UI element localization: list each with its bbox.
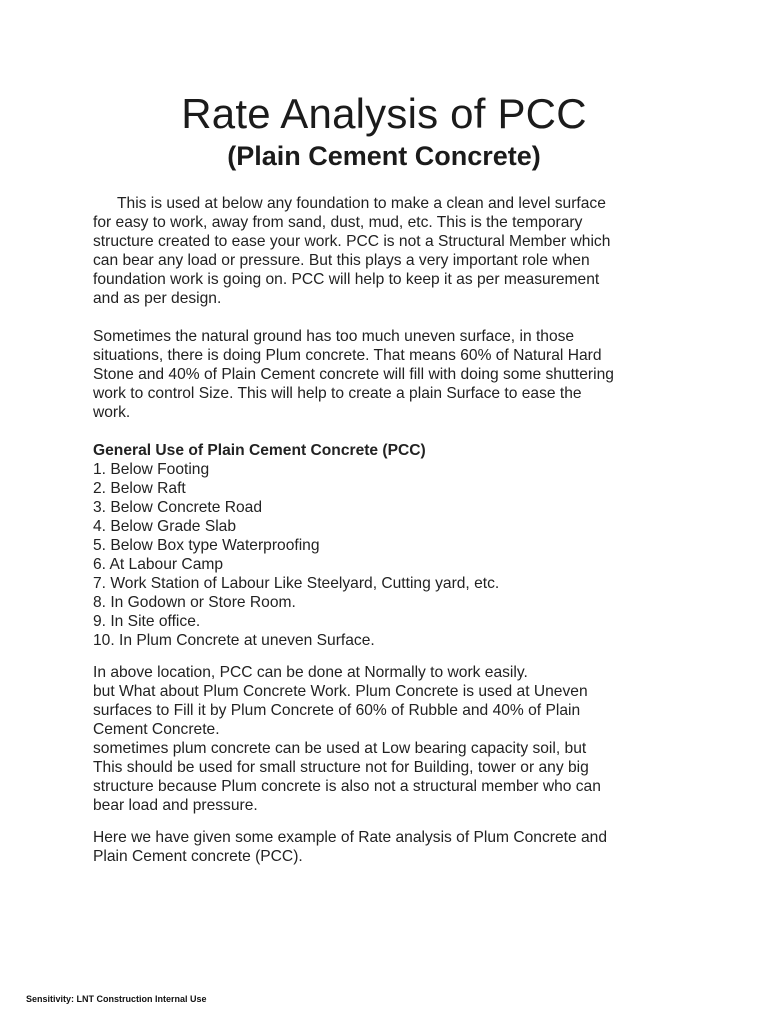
list-item: 2. Below Raft (93, 480, 186, 497)
list-heading: General Use of Plain Cement Concrete (PCC) (93, 442, 426, 459)
closing-paragraph: Here we have given some example of Rate analysis of Plum Concrete and Plain Cement concrete (PCC). (93, 829, 607, 865)
list-item: 1. Below Footing (93, 461, 210, 478)
paragraph-spacer (93, 650, 693, 663)
list-item: 7. Work Station of Labour Like Steelyard, Cutting yard, etc. (93, 575, 500, 592)
paragraph-spacer (93, 308, 693, 327)
list-item: 8. In Godown or Store Room. (93, 594, 296, 611)
intro-paragraph: This is used at below any foundation to make a clean and level surface for easy to work, away from sand, dust, mud, etc. This is the temporary structure created to ease your work. PCC is not a Structural Member which can bear any load or pressure. But this plays a very important role when foundation work is going on. PCC will help to keep it as per measurement and as per design. (93, 195, 611, 307)
list-item: 4. Below Grade Slab (93, 518, 237, 535)
list-item: 10. In Plum Concrete at uneven Surface. (93, 632, 375, 649)
list-item: 3. Below Concrete Road (93, 499, 263, 516)
page-subtitle: (Plain Cement Concrete) (227, 141, 541, 171)
paragraph-spacer (93, 422, 693, 441)
list-item: 9. In Site office. (93, 613, 201, 630)
sensitivity-footer: Sensitivity: LNT Construction Internal Use (26, 994, 207, 1004)
uses-list (93, 460, 693, 650)
list-item: 5. Below Box type Waterproofing (93, 537, 320, 554)
list-item: 6. At Labour Camp (93, 556, 224, 573)
document-body (93, 194, 693, 866)
paragraph-spacer (93, 815, 693, 828)
page-title: Rate Analysis of PCC (181, 90, 587, 137)
location-paragraph: In above location, PCC can be done at Normally to work easily. but What about Plum Concrete Work. Plum Concrete is used at Uneven surfaces to Fill it by Plum Concrete of 60% of Rubble and 40% of Plain Cement Concrete. sometimes plum concrete can be used at Low bearing capacity soil, but This should be used for small structure not for Building, tower or any big structure because Plum concrete is also not a structural member who can bear load and pressure. (93, 664, 601, 814)
plum-concrete-paragraph: Sometimes the natural ground has too much uneven surface, in those situations, there is doing Plum concrete. That means 60% of Natural Hard Stone and 40% of Plain Cement concrete will fill with doing some shuttering work to control Size. This will help to create a plain Surface to ease the work. (93, 328, 614, 421)
